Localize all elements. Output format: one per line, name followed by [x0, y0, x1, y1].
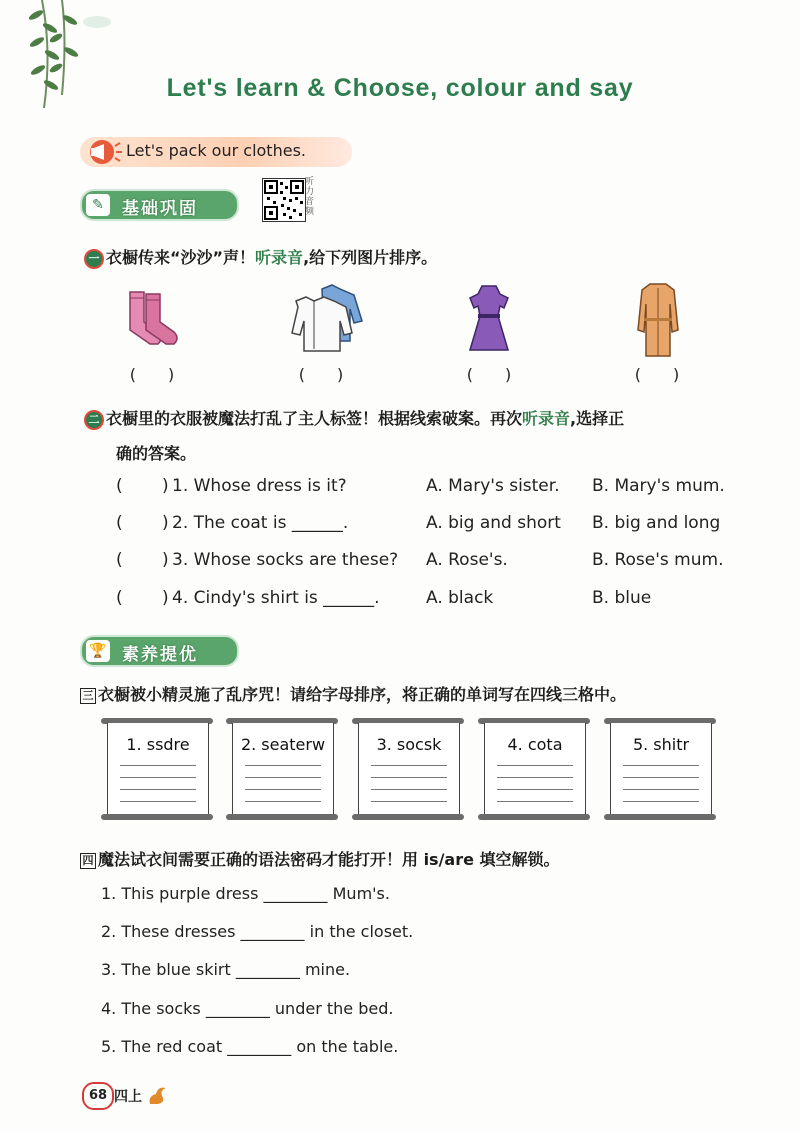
writing-line[interactable]: [497, 765, 573, 766]
scroll-rod-bottom: [101, 814, 213, 820]
q2-row-4-option-b[interactable]: B. blue: [592, 588, 652, 608]
writing-line[interactable]: [371, 789, 447, 790]
q2-row-3-paren-open[interactable]: (: [116, 550, 123, 570]
q2-row-1-option-b[interactable]: B. Mary's mum.: [592, 476, 725, 496]
q4-item-2: [101, 922, 413, 941]
q4-item-before: 2. These dresses: [101, 922, 236, 941]
q1-answer-2[interactable]: ( ): [298, 365, 344, 384]
q2-row-1-paren-open[interactable]: (: [116, 476, 123, 496]
writing-line[interactable]: [245, 801, 321, 802]
q3-heading: [80, 682, 626, 705]
q4-item-before: 5. The red coat: [101, 1037, 223, 1056]
writing-line[interactable]: [245, 765, 321, 766]
q2-row-4-option-a[interactable]: A. black: [426, 588, 494, 608]
trophy-icon: 🏆: [86, 640, 110, 662]
writing-line[interactable]: [623, 777, 699, 778]
q4-number: 四: [80, 853, 96, 869]
q4-item-after: in the closet.: [309, 922, 414, 941]
topic-banner-text: Let's pack our clothes.: [126, 141, 306, 160]
scroll-card-2: [226, 718, 338, 820]
q4-item-5: [101, 1037, 398, 1056]
writing-line[interactable]: [371, 777, 447, 778]
writing-line[interactable]: [497, 801, 573, 802]
scrambled-word: 1. ssdre: [126, 735, 190, 754]
q1-text-after: ,给下列图片排序。: [303, 248, 438, 267]
q4-item-before: 4. The socks: [101, 999, 201, 1018]
writing-line[interactable]: [245, 789, 321, 790]
scroll-card-4: [478, 718, 590, 820]
q2-heading-line2: 确的答案。: [116, 444, 197, 463]
scroll-paper: [232, 723, 334, 817]
q2-text-before: 衣橱里的衣服被魔法打乱了主人标签！根据线索破案。再次: [106, 409, 523, 428]
q4-heading: [80, 847, 560, 870]
q1-text-before: 衣橱传来“沙沙”声！: [106, 248, 256, 267]
scrambled-word: 2. seaterw: [240, 735, 326, 754]
q2-number: 二: [84, 410, 104, 430]
pencil-icon: ✎: [86, 194, 110, 216]
grade-label: 四上: [114, 1089, 142, 1105]
scrambled-word: 3. socsk: [376, 735, 442, 754]
q4-item-3: [101, 960, 350, 979]
q1-number: 一: [84, 249, 104, 269]
q4-item-before: 3. The blue skirt: [101, 960, 231, 979]
writing-line[interactable]: [497, 789, 573, 790]
q4-item-blank[interactable]: ________: [240, 922, 305, 941]
scroll-rod-bottom: [226, 814, 338, 820]
q1-heading: [84, 245, 437, 269]
q2-row-4-question: 4. Cindy's shirt is ______.: [172, 588, 380, 608]
coat-picture: [636, 282, 680, 358]
scroll-card-3: [352, 718, 464, 820]
q2-row-1-option-a[interactable]: A. Mary's sister.: [426, 476, 560, 496]
q2-row-2-paren-close: ): [162, 513, 169, 533]
scroll-rod-bottom: [352, 814, 464, 820]
q2-row-1-paren-close: ): [162, 476, 169, 496]
q4-item-blank[interactable]: ________: [205, 999, 270, 1018]
scroll-paper: [358, 723, 460, 817]
q4-item-after: under the bed.: [274, 999, 394, 1018]
q2-row-2-option-a[interactable]: A. big and short: [426, 513, 561, 533]
page-title: Let's learn & Choose, colour and say: [166, 74, 634, 102]
scrambled-word: 5. shitr: [632, 735, 690, 754]
scroll-rod-bottom: [604, 814, 716, 820]
q2-row-4-paren-open[interactable]: (: [116, 588, 123, 608]
q2-row-4-paren-close: ): [162, 588, 169, 608]
writing-line[interactable]: [623, 765, 699, 766]
q2-row-3-option-a[interactable]: A. Rose's.: [426, 550, 508, 570]
q4-item-before: 1. This purple dress: [101, 884, 259, 903]
writing-line[interactable]: [245, 777, 321, 778]
scroll-card-5: [604, 718, 716, 820]
qr-code-icon[interactable]: [262, 178, 306, 222]
section-tag-basic: [80, 189, 239, 221]
q2-row-2-paren-open[interactable]: (: [116, 513, 123, 533]
megaphone-icon: [84, 138, 124, 166]
q2-row-1-question: 1. Whose dress is it?: [172, 476, 347, 496]
writing-line[interactable]: [623, 801, 699, 802]
scroll-rod-bottom: [478, 814, 590, 820]
dress-picture: [464, 284, 514, 356]
writing-line[interactable]: [371, 765, 447, 766]
q4-item-1: [101, 884, 390, 903]
section-tag-advanced: [80, 635, 239, 667]
writing-line[interactable]: [120, 765, 196, 766]
writing-line[interactable]: [120, 789, 196, 790]
writing-line[interactable]: [120, 777, 196, 778]
scroll-paper: [484, 723, 586, 817]
writing-line[interactable]: [371, 801, 447, 802]
scrambled-word: 4. cota: [507, 735, 563, 754]
socks-picture: [124, 288, 188, 352]
q1-highlight: 听录音: [255, 248, 304, 267]
writing-line[interactable]: [120, 801, 196, 802]
writing-line[interactable]: [497, 777, 573, 778]
q2-heading: [84, 403, 724, 435]
q4-text: 魔法试衣间需要正确的语法密码才能打开！用 is/are 填空解锁。: [98, 850, 560, 869]
q3-text: 衣橱被小精灵施了乱序咒！请给字母排序，将正确的单词写在四线三格中。: [98, 685, 627, 704]
q2-row-3-option-b[interactable]: B. Rose's mum.: [592, 550, 724, 570]
shirts-picture: [282, 283, 364, 353]
q2-text-after: ,选择正: [570, 409, 625, 428]
q4-item-after: on the table.: [296, 1037, 399, 1056]
q1-answer-1[interactable]: ( ): [129, 365, 175, 384]
q2-highlight: 听录音: [522, 409, 571, 428]
q4-item-4: [101, 999, 393, 1018]
q1-answer-3[interactable]: ( ): [466, 365, 512, 384]
qr-label: 听力音频: [305, 177, 315, 217]
q4-item-blank[interactable]: ________: [235, 960, 300, 979]
scroll-paper: [107, 723, 209, 817]
q4-item-blank[interactable]: ________: [263, 884, 328, 903]
q2-row-2-option-b[interactable]: B. big and long: [592, 513, 721, 533]
q3-number: 三: [80, 688, 96, 704]
page-number: 68: [82, 1082, 114, 1110]
q2-row-3-question: 3. Whose socks are these?: [172, 550, 399, 570]
q4-item-blank[interactable]: ________: [227, 1037, 292, 1056]
q4-item-after: Mum's.: [332, 884, 390, 903]
writing-line[interactable]: [623, 789, 699, 790]
scroll-card-1: [101, 718, 213, 820]
section-tag-basic-label: 基础巩固: [122, 199, 198, 219]
scroll-paper: [610, 723, 712, 817]
squirrel-icon: [146, 1084, 170, 1106]
section-tag-advanced-label: 素养提优: [122, 645, 198, 665]
q1-answer-4[interactable]: ( ): [634, 365, 680, 384]
q2-row-3-paren-close: ): [162, 550, 169, 570]
q4-item-after: mine.: [304, 960, 351, 979]
q2-row-2-question: 2. The coat is ______.: [172, 513, 349, 533]
